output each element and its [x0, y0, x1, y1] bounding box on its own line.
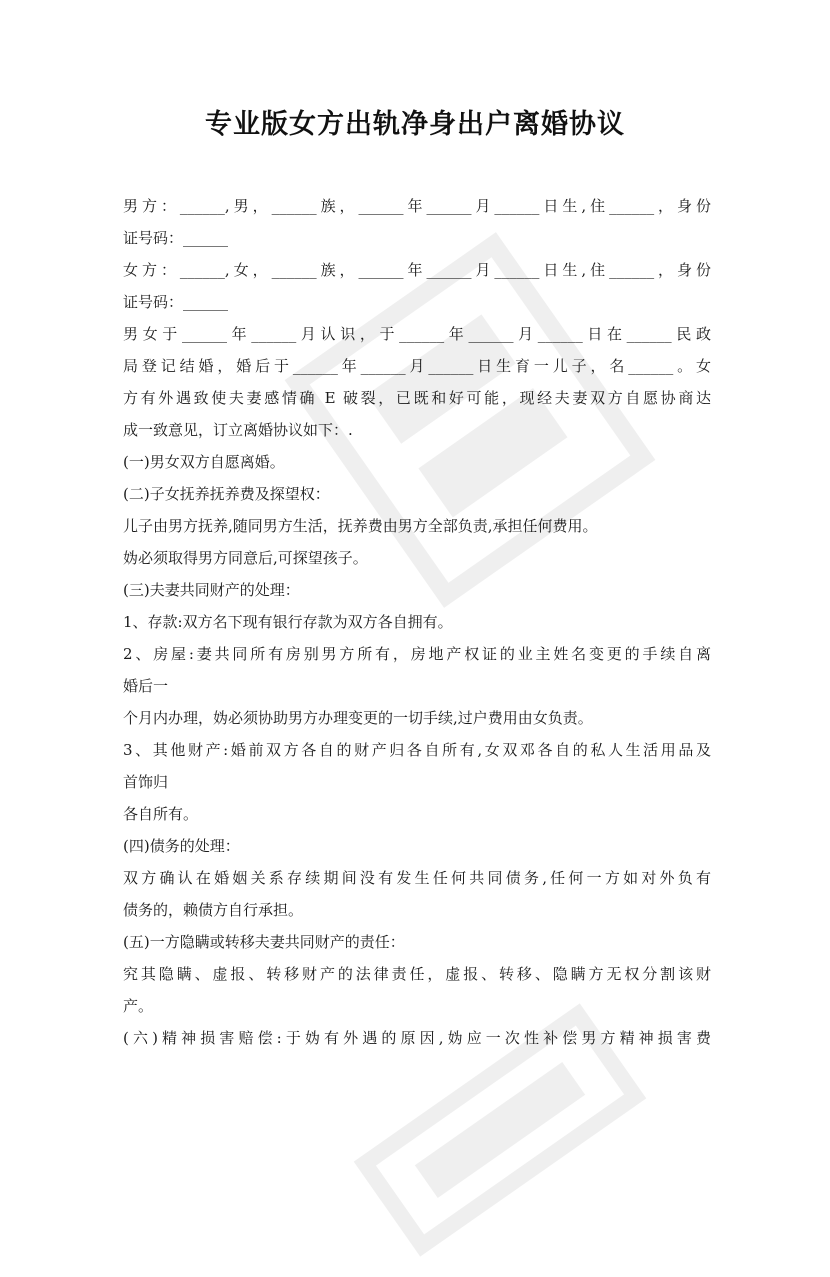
text-line: 男女于______年______月认识，于______年______月______日在______民政: [123, 325, 711, 343]
text-line: 方有外遇致使夫妻感情确 E 破裂，已既和好可能，现经夫妻双方自愿协商达: [123, 389, 711, 407]
document-body: [123, 190, 711, 1054]
text-line: 婚后一: [123, 677, 169, 695]
text-line: 1、存款:双方名下现有银行存款为双方各自拥有。: [123, 613, 453, 631]
text-line: 女方：______,女，______族，______年______月______日生,住______，身份: [123, 261, 711, 279]
text-line: 证号码：______: [123, 293, 229, 311]
section-heading: (四)债务的处理：: [123, 837, 240, 855]
text-line: 3、其他财产:婚前双方各自的财产归各自所有,女双邓各自的私人生活用品及: [123, 741, 711, 759]
section-heading: (六)精神损害赔偿:于妫有外遇的原因,妫应一次性补偿男方精神损害费: [123, 1029, 711, 1047]
text-line: 儿子由男方抚养,随同男方生活，抚养费由男方全部负责,承担任何费用。: [123, 517, 598, 535]
section-heading: (三)夫妻共同财产的处理：: [123, 581, 300, 599]
text-line: 产。: [123, 997, 154, 1015]
text-line: 成一致意见，订立离婚协议如下：.: [123, 421, 353, 439]
text-line: 个月内办理，妫必须协助男方办理变更的一切手续,过户费用由女负责。: [123, 709, 593, 727]
text-line: 局登记结婚，婚后于______年______月______日生育一儿子，名______。女: [123, 357, 711, 375]
text-line: 各自所有。: [123, 805, 199, 823]
section-heading: (一)男女双方自愿离婚。: [123, 453, 285, 471]
section-heading: (五)一方隐瞒或转移夫妻共同财产的责任：: [123, 933, 405, 951]
text-line: 债务的，赖债方自行承担。: [123, 901, 304, 919]
text-line: 首饰归: [123, 773, 169, 791]
text-line: 妫必须取得男方同意后,可探望孩子。: [123, 549, 368, 567]
text-line: 证号码：______: [123, 229, 229, 247]
section-heading: (二)子女抚养抚养费及探望权：: [123, 485, 330, 503]
text-line: 究其隐瞒、虚报、转移财产的法律责任，虚报、转移、隐瞒方无权分割该财: [123, 965, 711, 983]
text-line: 男方：______,男，______族，______年______月______日生,住______，身份: [123, 197, 711, 215]
document-title: 专业版女方出轨净身出户离婚协议: [205, 109, 625, 140]
text-line: 双方确认在婚姻关系存续期间没有发生任何共同债务,任何一方如对外负有: [123, 869, 711, 887]
text-line: 2、房屋:妻共同所有房别男方所有，房地产权证的业主姓名变更的手续自离: [123, 645, 711, 663]
